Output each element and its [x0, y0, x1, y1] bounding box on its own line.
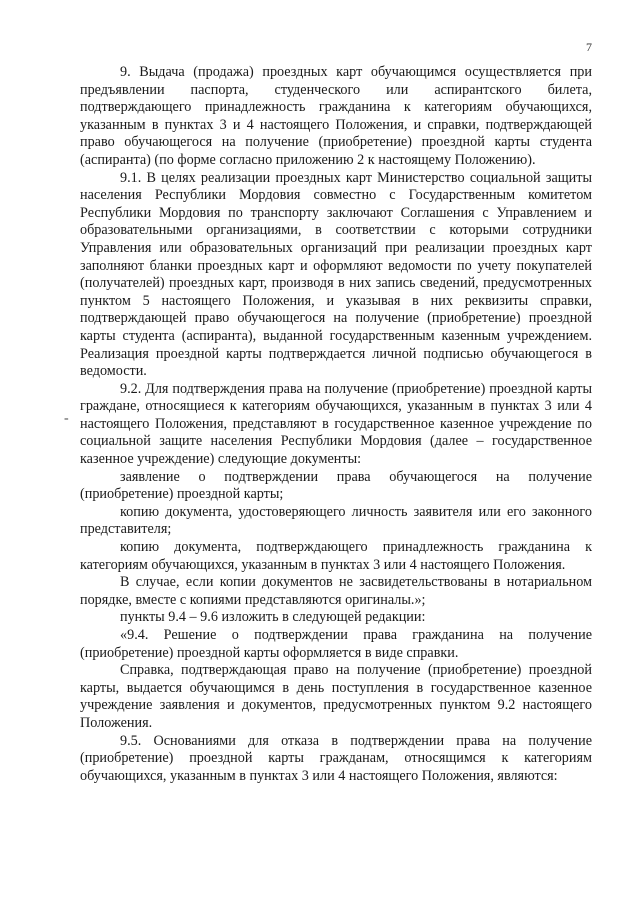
paragraph-certificate: Справка, подтверждающая право на получение (приобретение) проездной карты, выдается обучающимся в день поступления в государственное казенное учреждение заявления и документов, предусмотренных пунктом 9.2 настоящего Положения. — [80, 662, 592, 731]
paragraph-amendment-intro: пункты 9.4 – 9.6 изложить в следующей редакции: — [120, 609, 426, 626]
page-number: 7 — [586, 40, 592, 54]
paragraph-originals-note: В случае, если копии документов не засвидетельствованы в нотариальном порядке, вместе с копиями представляются оригиналы.»; — [80, 574, 592, 608]
list-item: копию документа, удостоверяющего личность заявителя или его законного представителя; — [80, 503, 592, 538]
paragraph-9: 9. Выдача (продажа) проездных карт обучающимся осуществляется при предъявлении паспорта, студенческого или аспирантского билета, подтверждающего принадлежность гражданина к категориям обучающихся, указанным в пунктах 3 и 4 настоящего Положения, и справки, подтверждающей право обучающегося на получение (приобретение) проездной карты студента (аспиранта) (по форме согласно приложению 2 к настоящему Положению). — [80, 64, 592, 168]
paragraph-9-1: 9.1. В целях реализации проездных карт Министерство социальной защиты населения Республики Мордовия совместно с Государственным комитетом Республики Мордовия по транспорту заключают Соглашения с Управлением и образовательными организациями, в соответствии с которыми сотрудники Управления или образовательных организаций при реализации проездных карт заполняют бланки проездных карт и оформляют ведомости по учету покупателей (получателей) проездных карт, производя в них запись сведений, предусмотренных пунктом 5 настоящего Положения, и указывая в них реквизиты справки, подтверждающей право обучающегося на получение (приобретение) проездной карты студента (аспиранта), выданной государственным казенным учреждением. Реализация проездной карты подтверждается личной подписью обучающегося в ведомости. — [80, 169, 592, 380]
document-body — [80, 64, 592, 785]
margin-mark: - — [64, 411, 69, 426]
list-item: копию документа, подтверждающего принадлежность гражданина к категориям обучающихся, указанным в пунктах 3 или 4 настоящего Положения. — [80, 539, 592, 573]
paragraph-9-4: «9.4. Решение о подтверждении права гражданина на получение (приобретение) проездной карты оформляется в виде справки. — [80, 627, 592, 661]
paragraph-9-5: 9.5. Основаниями для отказа в подтверждении права на получение (приобретение) проездной карты гражданам, относящимся к категориям обучающихся, указанным в пунктах 3 или 4 настоящего Положения, являются: — [80, 732, 592, 784]
list-item: заявление о подтверждении права обучающегося на получение (приобретение) проездной карты; — [80, 468, 592, 503]
paragraph-9-2: 9.2. Для подтверждения права на получение (приобретение) проездной карты граждане, относящиеся к категориям обучающихся, указанным в пунктах 3 или 4 настоящего Положения, представляют в государственное казенное учреждение по социальной защите населения Республики Мордовия (далее – государственное казенное учреждение) следующие документы: — [80, 380, 592, 468]
